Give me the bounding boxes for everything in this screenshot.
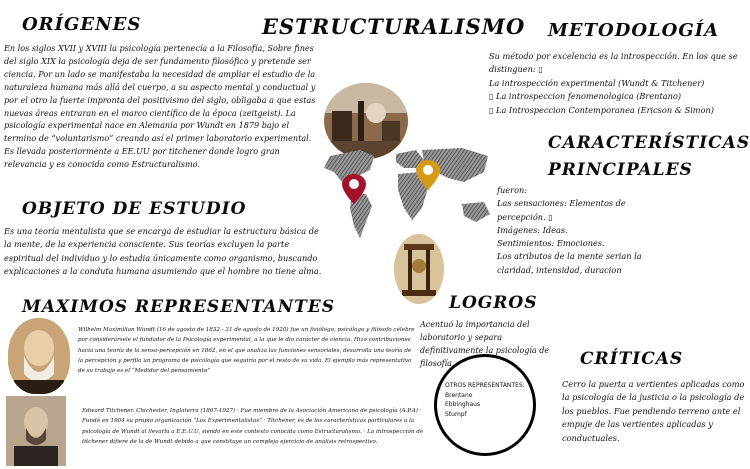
caracteristicas-line: Sentimientos: Emociones. xyxy=(497,238,605,249)
titchener-portrait xyxy=(6,396,66,466)
otros-title: OTROS REPRESENTANTES: xyxy=(445,382,525,389)
caracteristicas-line: Los atributos de la mente serian la claridad, intensidad, duracion xyxy=(497,251,642,275)
caracteristicas-line: Imágenes: Ideas. xyxy=(497,224,568,235)
metodologia-block xyxy=(489,50,747,117)
wundt-bio: Wilhelm Maximilian Wundt (16 de agosto de 1832 - 31 de agosto de 1920) fue un fisiólogo, psicólogo y filósofo célebre por considerársele el fundador de la Psicología experimental, a la que le dio carácter de ciencia. Hizo contribuciones hacia una teoría de la senso-percepción en 1862, en el que analiza las funciones sensoriales, desarrolla una teoría de la percepción y perfila un programa de psicología que seguiría por el resto de su vida. El ejemplo más representativo de su trabajo es el “Medidor del pensamiento” xyxy=(78,327,415,375)
criticas-heading: CRÍTICAS xyxy=(580,349,684,369)
placeholder-glyph-icon: ▯ xyxy=(489,92,494,102)
metodologia-item: ▯ La introspeccion fenomenologica (Brentano) xyxy=(489,91,682,102)
maximos-heading: MAXIMOS REPRESENTANTES xyxy=(22,297,336,317)
placeholder-glyph-icon: ▯ xyxy=(548,212,553,222)
caracteristicas-line: fueron: xyxy=(497,185,528,195)
metodologia-item: ▯ La Introspeccion Contemporanea (Ericson & Simon) xyxy=(489,104,714,115)
criticas-text: Cerro la puerta a vertientes aplicadas como la psicología de la justicia o la psicología de los pueblos. Fue pendiendo terreno ante el empuje de las vertientes aplicadas y conductuales. xyxy=(562,379,745,443)
caracteristicas-line: Las sensaciones: Elementos de percepción. ▯ xyxy=(497,198,626,222)
caracteristicas-heading-line2: PRINCIPALES xyxy=(548,160,693,180)
metodologia-intro: Su método por excelencia es la introspección. En los que se distinguen: ▯ xyxy=(489,51,738,75)
objeto-text: Es una teoría mentalista que se encarga de estudiar la estructura básica de la mente, de la experiencia consciente. Sus teorías excluyen la parte espiritual del individuo y lo estudia únicamente como organismo, buscando explicaciones a la conduta humana asumiendo que el hombre no tiene alma. xyxy=(4,226,322,276)
page-title: ESTRUCTURALISMO xyxy=(262,14,526,39)
metodologia-item: La introspección experimental (Wundt & Titchener) xyxy=(489,77,705,88)
caracteristicas-heading-line1: CARACTERÍSTICAS xyxy=(548,133,750,153)
instrument-photo xyxy=(394,234,444,304)
origenes-heading: ORÍGENES xyxy=(22,14,142,35)
placeholder-glyph-icon: ▯ xyxy=(538,65,543,75)
metodologia-heading: METODOLOGÍA xyxy=(548,20,720,41)
wundt-portrait xyxy=(8,318,70,394)
objeto-heading: OBJETO DE ESTUDIO xyxy=(22,199,247,219)
caracteristicas-list xyxy=(497,184,667,277)
otros-representantes xyxy=(445,381,525,419)
logros-heading: LOGROS xyxy=(449,293,538,313)
world-map xyxy=(312,142,500,244)
otros-name: Ebbinghaus xyxy=(445,401,481,408)
otros-name: Stumpf xyxy=(445,410,467,418)
logros-text: Acentuó la importancia del laboratorio y separa definitivamente la psicología de filosofía. xyxy=(420,320,550,368)
origenes-text: En los siglos XVII y XVIII la psicología pertenecía a la Filosofía, Sobre fines del siglo XIX la psicología deja de ser fundamento filosófico y pretende ser ciencia. Por un lado se manifestaba la necesidad de ampliar el estudio de la naturaleza humana más allá del cuerpo, a su aspecto mental y conductual y por el otro la fuerte impronta del positivismo del siglo, obligaba a que estas nuevas áreas entraran en el marco científico de la época (zeitgeist). La psicología experimental nace en Alemania por Wundt en 1879 bajo el termino de “voluntarismo” creando así el primer laboratorio experimental. Es llevada posteriormente a EE.UU por titchener donde logro gran relevancia y es conocida como Estructuralismo. xyxy=(4,43,316,170)
titchener-bio: Edward Titchener. Chichester, Inglaterra (1867-1927) · Fue miembro de la Asociación Americana de psicología (A.P.A) · Fundó en 1904 su propio organización “Los Experimentalistas” · Titchener, es de los características particulares a la psicología de Wundt al llevarla a E.E.U.U, siendo en este contexto conocida como Estructuralismo. · La introspección de titchener difiere de la de Wundt debido a que constituye un complejo ejercicio de análisis retrospectivo. xyxy=(82,408,424,445)
placeholder-glyph-icon: ▯ xyxy=(489,105,494,115)
otros-name: Brentano xyxy=(445,391,473,399)
